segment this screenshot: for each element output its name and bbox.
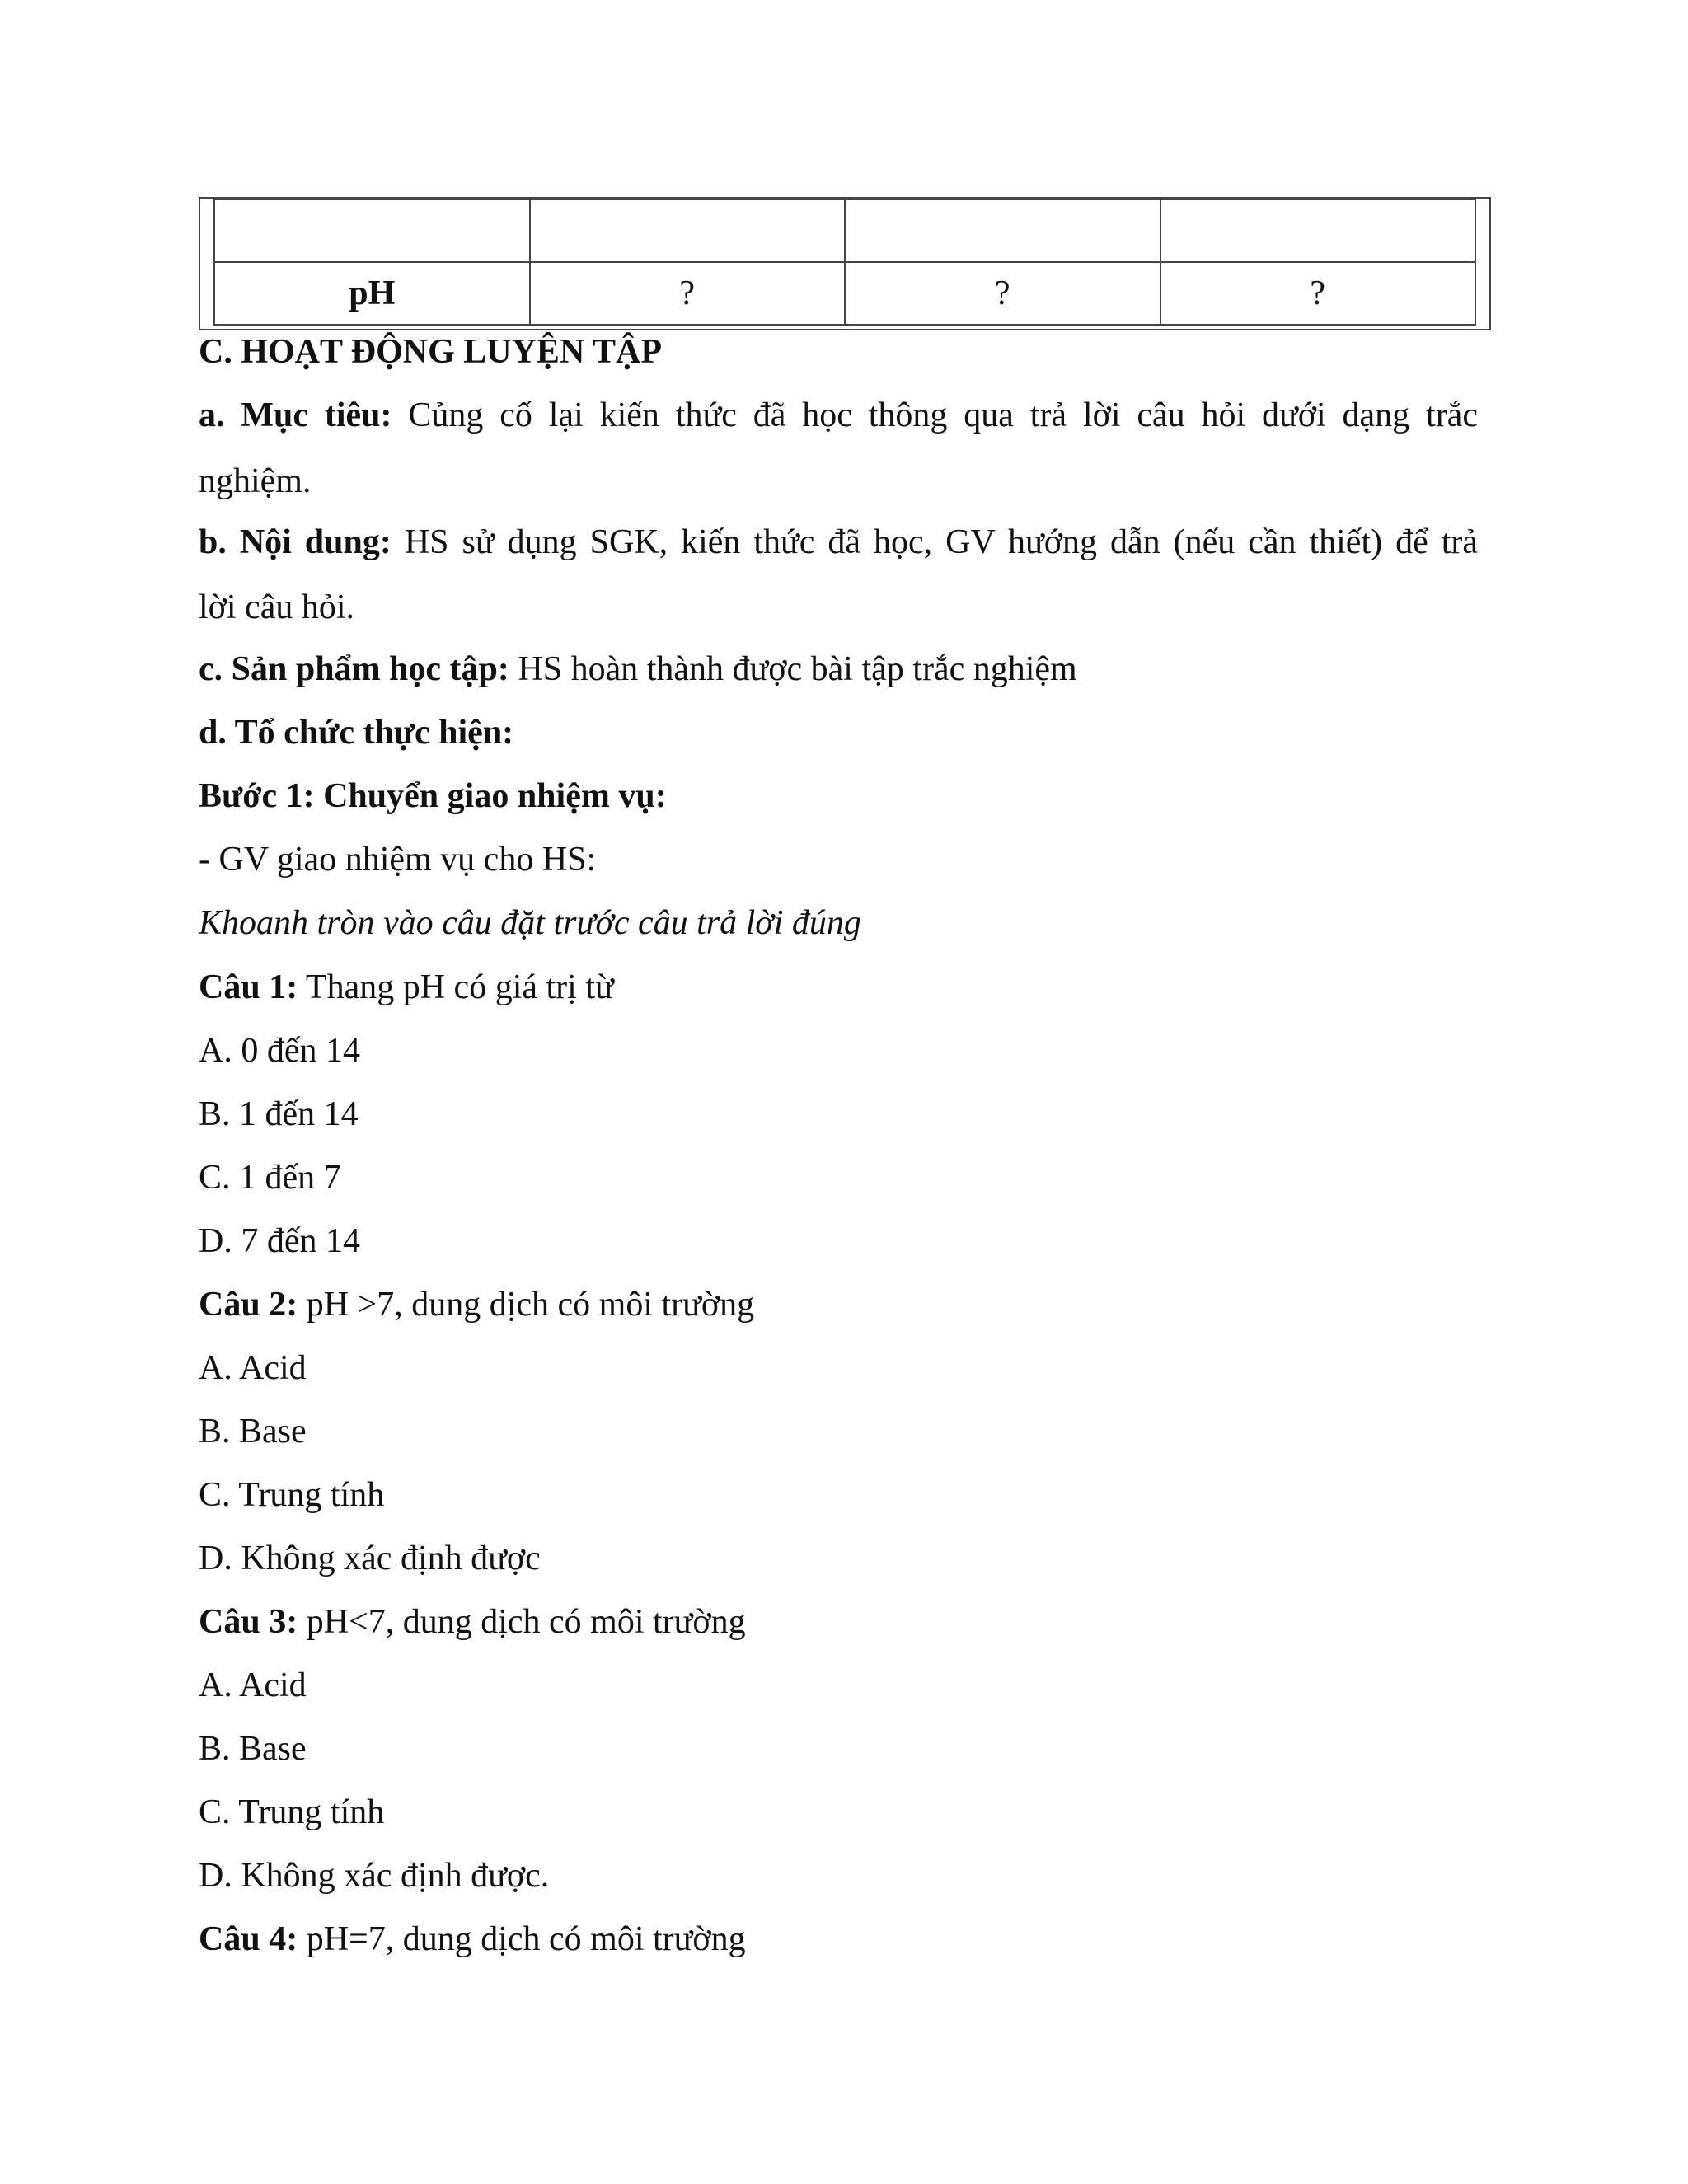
ph-table bbox=[213, 199, 1476, 326]
question-4 bbox=[199, 1919, 746, 1960]
option-item: D. Không xác định được. bbox=[199, 1857, 550, 1895]
product-text: HS hoàn thành được bài tập trắc nghiệm bbox=[509, 650, 1077, 688]
option-item: B. Base bbox=[199, 1730, 307, 1768]
option-item: D. Không xác định được bbox=[199, 1540, 541, 1577]
option-item: A. 0 đến 14 bbox=[199, 1032, 360, 1070]
table-cell: ? bbox=[845, 262, 1160, 325]
content-label: b. Nội dung: bbox=[199, 523, 392, 561]
question-1 bbox=[199, 967, 614, 1008]
question-label: Câu 3: bbox=[199, 1603, 298, 1641]
question-label: Câu 4: bbox=[199, 1920, 298, 1958]
objective-label: a. Mục tiêu: bbox=[199, 396, 392, 434]
product-label: c. Sản phẩm học tập: bbox=[199, 650, 509, 688]
step1-heading: Bước 1: Chuyển giao nhiệm vụ: bbox=[199, 777, 667, 815]
content-paragraph bbox=[199, 522, 1478, 563]
option-item: C. Trung tính bbox=[199, 1793, 385, 1831]
table-row bbox=[214, 262, 1475, 325]
option-item: A. Acid bbox=[199, 1666, 307, 1704]
question-text: Thang pH có giá trị từ bbox=[298, 968, 614, 1006]
table-row bbox=[214, 199, 1475, 262]
question-text: pH=7, dung dịch có môi trường bbox=[298, 1920, 746, 1958]
table-cell bbox=[530, 199, 846, 262]
instruction-text: Khoanh tròn vào câu đặt trước câu trả lời đúng bbox=[199, 904, 861, 942]
product-paragraph bbox=[199, 649, 1077, 690]
organize-heading: d. Tổ chức thực hiện: bbox=[199, 714, 514, 752]
objective-paragraph bbox=[199, 395, 1478, 436]
question-text: pH >7, dung dịch có môi trường bbox=[298, 1286, 755, 1324]
objective-text: Củng cố lại kiến thức đã học thông qua trả lời câu hỏi dưới dạng trắc bbox=[392, 396, 1478, 434]
table-cell: ? bbox=[530, 262, 846, 325]
question-label: Câu 2: bbox=[199, 1286, 298, 1324]
option-item: B. 1 đến 14 bbox=[199, 1095, 359, 1133]
option-item: A. Acid bbox=[199, 1349, 307, 1387]
table-cell bbox=[214, 199, 530, 262]
question-text: pH<7, dung dịch có môi trường bbox=[298, 1603, 746, 1641]
option-item: C. 1 đến 7 bbox=[199, 1159, 341, 1197]
task-intro: - GV giao nhiệm vụ cho HS: bbox=[199, 841, 597, 879]
table-cell bbox=[1160, 199, 1476, 262]
section-title: C. HOẠT ĐỘNG LUYỆN TẬP bbox=[199, 333, 663, 371]
content-text-cont: lời câu hỏi. bbox=[199, 588, 354, 626]
question-label: Câu 1: bbox=[199, 968, 298, 1006]
table-cell: ? bbox=[1160, 262, 1476, 325]
ph-row-label: pH bbox=[214, 262, 530, 325]
question-3 bbox=[199, 1601, 746, 1643]
content-text: HS sử dụng SGK, kiến thức đã học, GV hướng dẫn (nếu cần thiết) để trả bbox=[391, 523, 1478, 561]
table-cell bbox=[845, 199, 1160, 262]
objective-text-cont: nghiệm. bbox=[199, 462, 312, 500]
option-item: C. Trung tính bbox=[199, 1476, 385, 1514]
option-item: B. Base bbox=[199, 1413, 307, 1451]
option-item: D. 7 đến 14 bbox=[199, 1222, 360, 1260]
question-2 bbox=[199, 1284, 754, 1325]
